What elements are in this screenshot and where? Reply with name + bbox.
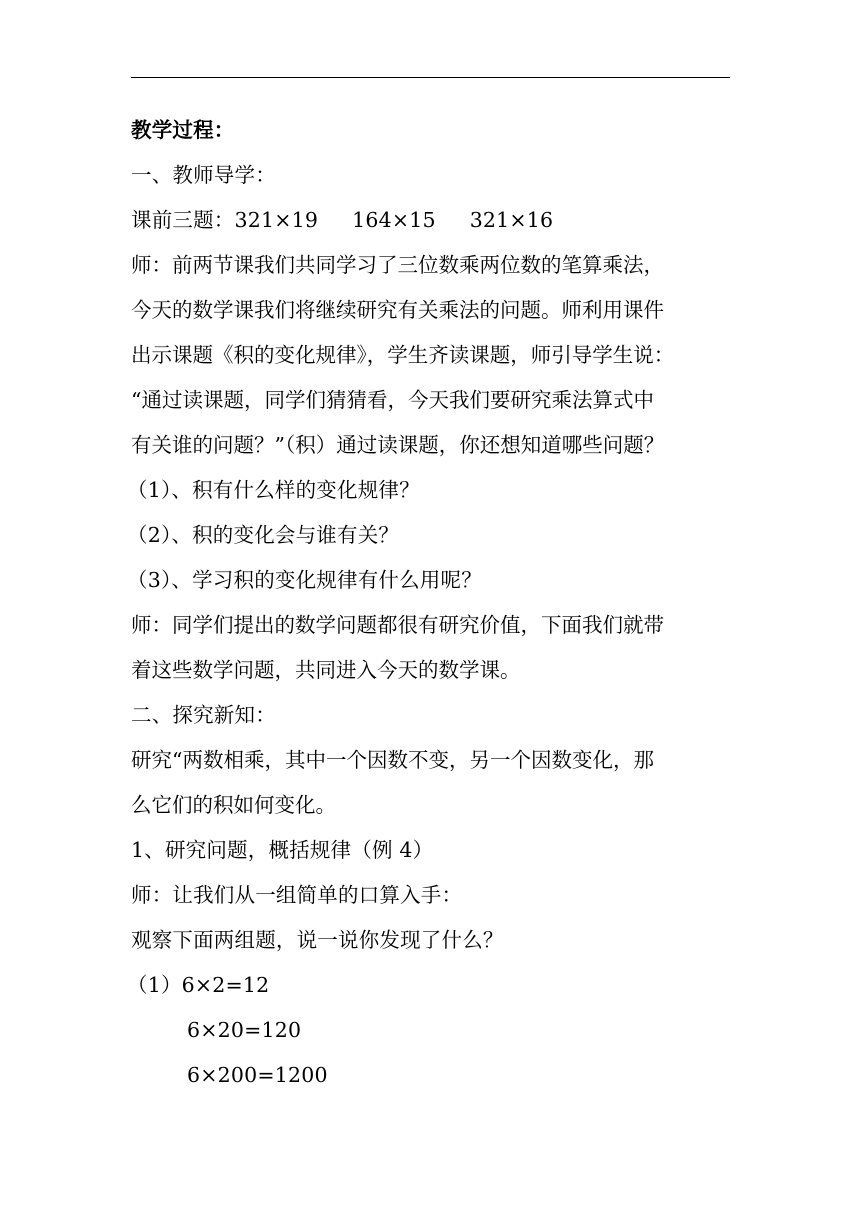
question-item: （2）、积的变化会与谁有关？ [127,523,400,547]
pre-class-problem-3: 321×16 [469,208,554,232]
part2-heading: 二、探究新知： [131,703,276,727]
pre-class-problem-1: 321×19 [234,208,319,232]
teacher-prompt: 师：让我们从一组简单的口算入手： [131,883,463,907]
paragraph-line: 出示课题《积的变化规律》，学生齐读课题，师引导学生说： [131,343,675,367]
teacher-intro-paragraph [131,243,731,468]
equation: 6×200=1200 [187,1063,328,1087]
header-rule [131,77,730,78]
group1-first-equation [127,963,731,1008]
paragraph-line: 师：前两节课我们共同学习了三位数乘两位数的笔算乘法， [131,253,664,277]
pre-class-label: 课前三题： [131,208,235,232]
part1-heading: 一、教师导学： [131,163,276,187]
group1-label: （1） [127,973,182,997]
paragraph-line: 么它们的积如何变化。 [131,793,336,817]
pre-class-problems [131,198,731,243]
observe-prompt: 观察下面两组题，说一说你发现了什么？ [131,928,504,952]
pre-class-problem-2: 164×15 [352,208,436,232]
document-body [127,108,731,1098]
question-item: （1）、积有什么样的变化规律？ [127,478,420,502]
paragraph-line: 研究“两数相乘，其中一个因数不变，另一个因数变化，那 [131,748,654,772]
paragraph-line: 师：同学们提出的数学问题都很有研究价值，下面我们就带 [131,613,664,637]
research-statement-paragraph [131,738,731,828]
question-item: （3）、学习积的变化规律有什么用呢？ [127,568,482,592]
equation: 6×20=120 [187,1018,302,1042]
teacher-transition-paragraph [131,603,731,693]
equation: 6×2=12 [181,973,270,997]
paragraph-line: 有关谁的问题？”（积）通过读课题，你还想知道哪些问题？ [131,433,665,457]
step1-heading: 1、研究问题，概括规律（例 4） [131,838,434,862]
paragraph-line: 今天的数学课我们将继续研究有关乘法的问题。师利用课件 [131,298,664,322]
paragraph-line: “通过读课题，同学们猜猜看，今天我们要研究乘法算式中 [131,388,654,412]
paragraph-line: 着这些数学问题，共同进入今天的数学课。 [131,658,521,682]
section-title: 教学过程： [131,118,235,142]
